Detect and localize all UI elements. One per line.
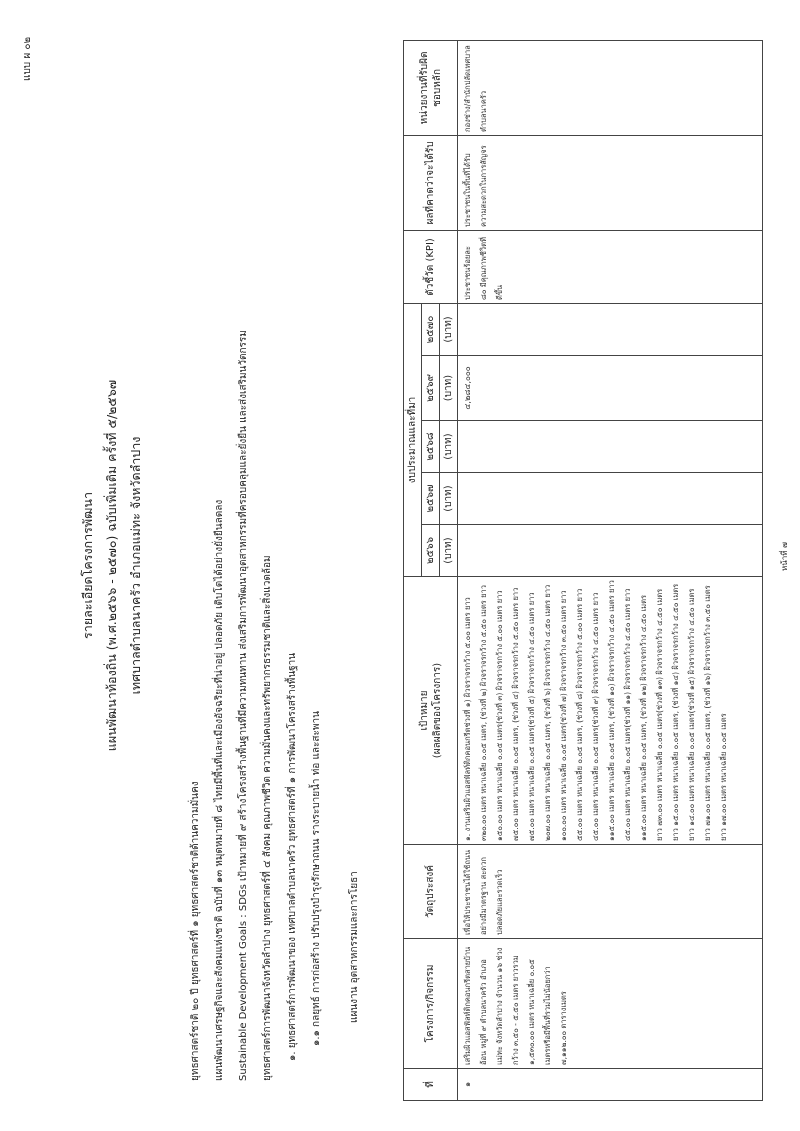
row-no: ๑ [458, 1069, 763, 1101]
baht-unit: (บาท) [440, 303, 458, 355]
row-result: ประชาชนในพื้นที่ได้รับความสะดวกในการสัญจร [458, 135, 763, 230]
baht-unit: (บาท) [440, 473, 458, 525]
col-target-header [404, 577, 458, 845]
baht-unit: (บาท) [440, 421, 458, 473]
baht-unit: (บาท) [440, 356, 458, 421]
row-target: ๑. งานเสริมผิวแอสฟัลท์ติกคอนกรีตช่วงที่ ๑) ผิวจราจรกว้าง ๕.๐๐ เมตร ยาว ๓๒๐.๐๐ เมตร หนาเฉลี่ย ๐.๐๕ เมตร, (ช่วงที่ ๒) ผิวจราจรกว้าง ๕.๕๐ เมตร ยาว ๑๕๐.๐๐ เมตร หนาเฉลี่ย ๐.๐๕ เมตร(ช่วงที่ ๓) ผิวจราจรกว้าง ๕.๐๐ เมตร ยาว ๗๕.๐๐ เมตร หนาเฉลี่ย ๐.๐๕ เมตร, (ช่วงที่ ๔) ผิวจราจรกว้าง ๕.๕๐ เมตร ยาว ๗๕.๐๐ เมตร หนาเฉลี่ย ๐.๐๕ เมตร(ช่วงที่ ๕) ผิวจราจรกว้าง ๔.๕๐ เมตร ยาว ๒๐๗.๐๐ เมตร หนาเฉลี่ย ๐.๐๕ เมตร, (ช่วงที่ ๖) ผิวจราจรกว้าง ๔.๕๐ เมตร ยาว ๑๐๐.๐๐ เมตร หนาเฉลี่ย ๐.๐๕ เมตร(ช่วงที่ ๗) ผิวจราจรกว้าง ๓.๕๐ เมตร ยาว ๕๕.๐๐ เมตร หนาเฉลี่ย ๐.๐๕ เมตร, (ช่วงที่ ๘) ผิวจราจรกว้าง ๕.๐๐ เมตร ยาว ๔๕.๐๐ เมตร หนาเฉลี่ย ๐.๐๕ เมตร(ช่วงที่ ๙) ผิวจราจรกว้าง ๔.๕๐ เมตร ยาว ๑๑๕.๐๐ เมตร หนาเฉลี่ย ๐.๐๕ เมตร, (ช่วงที่ ๑๐) ผิวจราจรกว้าง ๔.๕๐ เมตร ยาว ๔๕.๐๐ เมตร หนาเฉลี่ย ๐.๐๕ เมตร(ช่วงที่ ๑๑) ผิวจราจรกว้าง ๔.๕๐ เมตร ยาว ๑๑๕.๐๐ เมตร หนาเฉลี่ย ๐.๐๕ เมตร, (ช่วงที่ ๑๒) ผิวจราจรกว้าง ๔.๕๐ เมตร ยาว ๗๓.๐๐ เมตร หนาเฉลี่ย ๐.๐๕ เมตร(ช่วงที่ ๑๓) ผิวจราจรกว้าง ๔.๕๐ เมตร ยาว ๑๕.๐๐ เมตร หนาเฉลี่ย ๐.๐๕ เมตร, (ช่วงที่ ๑๔) ผิวจราจรกว้าง ๔.๕๐ เมตร ยาว ๑๔.๐๐ เมตร หนาเฉลี่ย ๐.๐๕ เมตร(ช่วงที่ ๑๕) ผิวจราจรกว้าง ๔.๕๐ เมตร ยาว ๗๑.๐๐ เมตร หนาเฉลี่ย ๐.๐๕ เมตร, (ช่วงที่ ๑๖) ผิวจราจรกว้าง ๓.๕๐ เมตร ยาว ๑๗.๐๐ เมตร หนาเฉลี่ย ๐.๐๕ เมตร [458, 577, 763, 845]
row-budget-2566 [458, 525, 763, 577]
table-row [458, 40, 763, 1100]
year-header: ๒๕๗๐ [422, 303, 440, 355]
year-header: ๒๕๖๖ [422, 525, 440, 577]
row-objective: เพื่อให้ประชาชนได้ใช้ถนนอย่างมีมาตรฐาน สะดวก ปลอดภัยและรวดเร็ว [458, 845, 763, 939]
year-header: ๒๕๖๗ [422, 473, 440, 525]
strategy-line: Sustainable Development Goals : SDGs เป้าหมายที่ ๙ สร้างโครงสร้างพื้นฐานที่มีความทนทาน ส่งเสริมการพัฒนาอุตสาหกรรมที่ครอบคลุมและยั่งยืน และส่งเสริมนวัตกรรม [238, 330, 249, 1081]
col-project-header: โครงการ/กิจกรรม [404, 939, 458, 1069]
col-agency-header: หน่วยงานที่รับผิดชอบหลัก [404, 40, 458, 135]
baht-unit: (บาท) [440, 525, 458, 577]
row-kpi: ประชาชนร้อยละ ๘๐ มีคุณภาพชีวิตที่ดีขึ้น [458, 230, 763, 303]
year-header: ๒๕๖๙ [422, 356, 440, 421]
strategy-line: ๑.๑ กลยุทธ์ การก่อสร้าง ปรับปรุงบำรุงรักษาถนน รางระบายน้ำ ท่อ และสะพาน [311, 711, 322, 1046]
col-result-header: ผลที่คาดว่าจะได้รับ [404, 135, 458, 230]
col-kpi-header: ตัวชี้วัด (KPI) [404, 230, 458, 303]
doc-subtitle: แผนพัฒนาท้องถิ่น (พ.ศ.๒๕๖๖ - ๒๕๗๐) ฉบับเพิ่มเติม ครั้งที่ ๕/๒๕๖๗ [104, 379, 119, 752]
target-header-label: เป้าหมาย [418, 690, 430, 731]
row-agency: กองช่าง/สำนักปลัดเทศบาลตำบลนาครัว [458, 40, 763, 135]
plan-line: แผนงาน อุตสาหกรรมและการโยธา [349, 871, 360, 1023]
target-header-sub: (ผลผลิตของโครงการ) [431, 662, 443, 759]
row-budget-2567 [458, 473, 763, 525]
project-table [403, 40, 763, 1101]
year-header: ๒๕๖๘ [422, 421, 440, 473]
doc-title: รายละเอียดโครงการพัฒนา [80, 492, 95, 639]
page-number: หน้าที่ ๗ [780, 541, 789, 571]
row-project: เสริมผิวแอสฟัลท์ติกคอนกรีตสายบ้านอ้อน หมู่ที่ ๙ ตำบลนาครัว อำเภอแม่ทะ จังหวัดลำปาง จำนวน ๑๖ ช่วง กว้าง ๓.๕๐ - ๕.๕๐ เมตร ยาวรวม ๑,๕๓๐.๐๐ เมตร หนาเฉลี่ย ๐.๐๕ เมตรหรือมีพื้นที่รวมไม่น้อยกว่า ๗,๑๑๒.๐๐ ตารางเมตร [458, 939, 763, 1069]
budget-group-header: งบประมาณและที่มา [404, 303, 422, 576]
row-budget-2568 [458, 421, 763, 473]
strategy-line: ยุทธศาสตร์ชาติ ๒๐ ปี ยุทธศาสตร์ที่ ๑ ยุทธศาสตร์ชาติด้านความมั่นคง [190, 781, 201, 1081]
form-code: แบบ ผ ๐๒ [22, 36, 33, 81]
row-budget-2569: ๔,๒๘๔,๐๐๐ [458, 356, 763, 421]
strategy-line: ยุทธศาสตร์การพัฒนาจังหวัดลำปาง ยุทธศาสตร์ที่ ๔ สังคม คุณภาพชีวิต ความมั่นคงและทรัพยากรธรรมชาติและสิ่งแวดล้อม [262, 555, 273, 1081]
col-objective-header: วัตถุประสงค์ [404, 845, 458, 939]
row-budget-2570 [458, 303, 763, 355]
doc-org: เทศบาลตำบลนาครัว อำเภอแม่ทะ จังหวัดลำปาง [128, 436, 143, 695]
strategy-line: แผนพัฒนาเศรษฐกิจและสังคมแห่งชาติ ฉบับที่ ๑๓ หมุดหมายที่ ๘ ไทยมีพื้นที่และเมืองอัจฉริยะที่น่าอยู่ ปลอดภัย เติบโตได้อย่างยั่งยืนลดลง [214, 499, 225, 1081]
col-no-header: ที่ [404, 1069, 458, 1101]
strategy-line: ๑. ยุทธศาสตร์การพัฒนาของ เทศบาลตำบลนาครัว ยุทธศาสตร์ที่ ๑ การพัฒนาโครงสร้างพื้นฐาน [287, 652, 298, 1061]
